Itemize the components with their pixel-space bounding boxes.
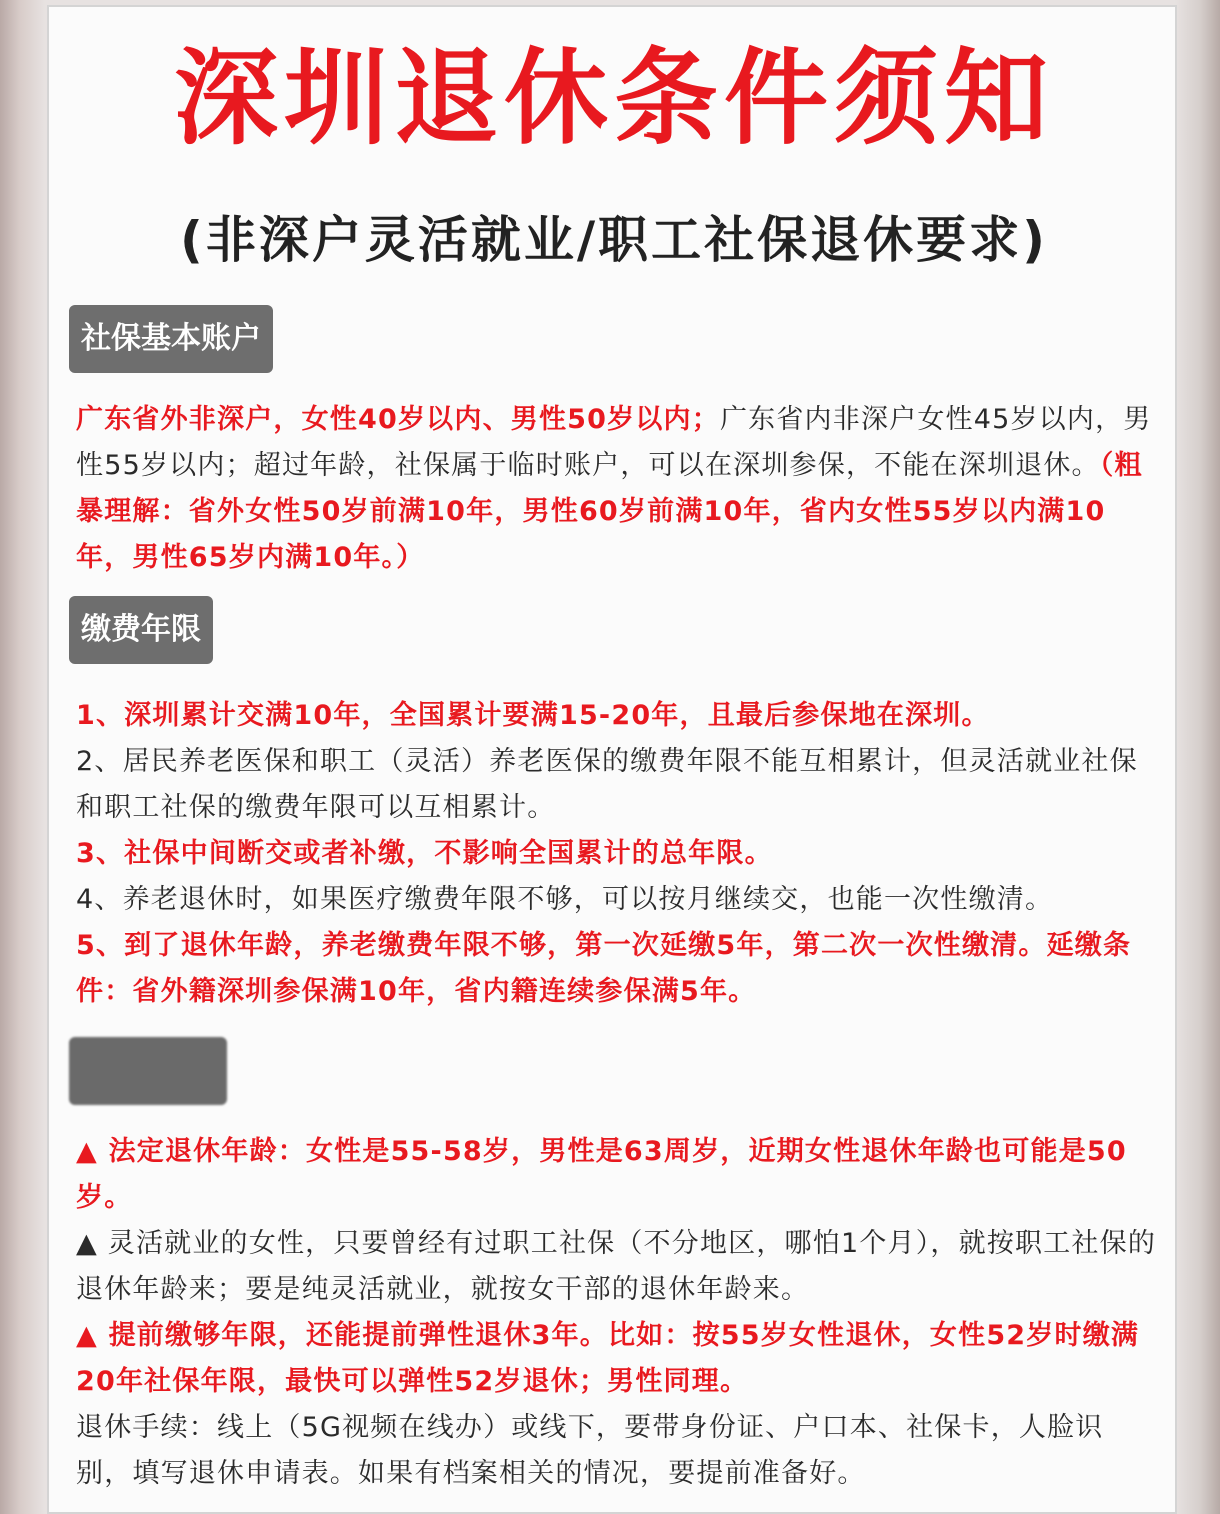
payment-item-1: 1、深圳累计交满10年，全国累计要满15-20年，且最后参保地在深圳。 (76, 700, 990, 731)
payment-item-5: 5、到了退休年龄，养老缴费年限不够，第一次延缴5年，第二次一次性缴清。延缴条件：省外籍深圳参保满10年，省内籍连续参保满5年。 (76, 930, 1132, 1007)
retirement-item-1: ▲ 法定退休年龄：女性是55-58岁，男性是63周岁，近期女性退休年龄也可能是50岁。 (76, 1136, 1127, 1213)
account-rule-outside-province: 广东省外非深户，女性40岁以内、男性50岁以内； (76, 404, 720, 435)
section-retirement-body (76, 1129, 1158, 1497)
payment-item-4: 4、养老退休时，如果医疗缴费年限不够，可以按月继续交，也能一次性缴清。 (76, 884, 1054, 915)
section-tag-payment-years: 缴费年限 (69, 596, 213, 664)
account-paragraph (76, 397, 1158, 581)
payment-item-2: 2、居民养老医保和职工（灵活）养老医保的缴费年限不能互相累计，但灵活就业社保和职工社保的缴费年限可以互相累计。 (76, 746, 1138, 823)
payment-item-3: 3、社保中间断交或者补缴，不影响全国累计的总年限。 (76, 838, 773, 869)
section-payment-body (76, 693, 1158, 1015)
section-account-body (76, 397, 1158, 581)
retirement-item-2: ▲ 灵活就业的女性，只要曾经有过职工社保（不分地区，哪怕1个月），就按职工社保的退休年龄来；要是纯灵活就业，就按女干部的退休年龄来。 (76, 1228, 1157, 1305)
account-rule-inside-province: 广东省内非深户女性45岁以内，男性55岁以内；超过年龄，社保属于临时账户，可以在深圳参保，不能在深圳退休。 (76, 404, 1152, 481)
notice-card (47, 5, 1177, 1514)
retirement-item-3: ▲ 提前缴够年限，还能提前弹性退休3年。比如：按55岁女性退休，女性52岁时缴满20年社保年限，最快可以弹性52岁退休；男性同理。 (76, 1320, 1140, 1397)
section-tag-blurred (69, 1037, 227, 1105)
page-title: 深圳退休条件须知 (173, 37, 1054, 159)
section-tag-account: 社保基本账户 (69, 305, 273, 373)
retirement-procedure: 退休手续：线上（5G视频在线办）或线下，要带身份证、户口本、社保卡，人脸识别，填写退休申请表。如果有档案相关的情况，要提前准备好。 (76, 1412, 1104, 1489)
page-subtitle: (非深户灵活就业/职工社保退休要求) (180, 211, 1048, 269)
account-summary: （粗暴理解：省外女性50岁前满10年，男性60岁前满10年，省内女性55岁以内满10年，男性65岁内满10年。） (76, 450, 1143, 573)
